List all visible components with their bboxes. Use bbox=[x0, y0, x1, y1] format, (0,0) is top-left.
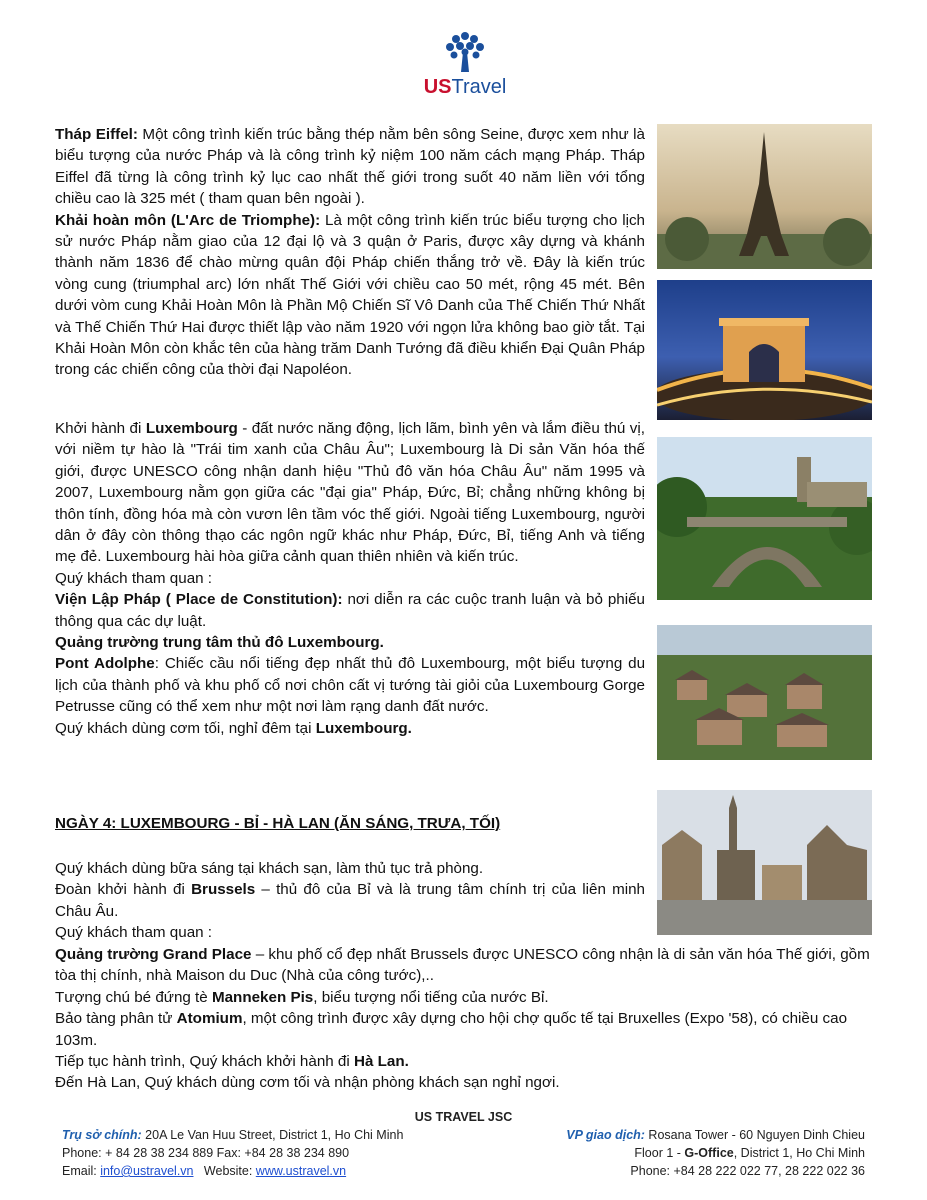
day4-heading-block bbox=[55, 813, 645, 834]
tree-logo-icon bbox=[442, 30, 488, 74]
paris-section bbox=[55, 124, 645, 381]
floor-text: , District 1, Ho Chi Minh bbox=[733, 1146, 865, 1160]
luxembourg-old-town-photo bbox=[657, 625, 872, 760]
day4-heading: NGÀY 4: LUXEMBOURG - BỈ - HÀ LAN (ĂN SÁNG, TRƯA, TỐI) bbox=[55, 815, 501, 832]
arc-text: Là một công trình kiến trúc biểu tượng cho lịch sử nước Pháp nằm giao của 12 đại lộ và 3 quận ở Paris, được xây dựng và khánh thành năm 1836 để chào mừng quân đội Pháp chiến thắng trở về. Đây là kiến trúc vòng cung (triumphal arc) lớn nhất Thế Giới với chiều cao 50 mét, rộng 45 mét. Bên dưới vòm cung Khải Hoàn Môn là Phần Mộ Chiến Sĩ Vô Danh của Thế Chiến Thứ Nhất và Thế Chiến Thứ Hai được thiết lập vào năm 1920 với ngọn lửa không bao giờ tắt. Tại Khải Hoàn Môn còn khắc tên của hàng trăm Danh Tướng đã điều khiển Đại Quân Pháp trong các chiến công của thời đại Napoléon. bbox=[55, 211, 645, 379]
continue-paragraph bbox=[55, 1051, 875, 1072]
day4-breakfast: Quý khách dùng bữa sáng tại khách sạn, làm thủ tục trả phòng. bbox=[55, 860, 484, 877]
manneken-paragraph bbox=[55, 987, 875, 1008]
eiffel-paragraph bbox=[55, 124, 645, 210]
constitution-paragraph bbox=[55, 589, 645, 632]
lux-intro-pre: Khởi hành đi bbox=[55, 420, 146, 437]
footer-head-office bbox=[62, 1126, 403, 1180]
day4-details bbox=[55, 944, 875, 1094]
constitution-text: nơi diễn ra các cuộc tranh luận và bỏ phiếu thông qua các dự luật. bbox=[55, 591, 645, 630]
floor-pre: Floor 1 - bbox=[634, 1146, 685, 1160]
vp-label: VP giao dịch: bbox=[566, 1128, 645, 1142]
eiffel-title: Tháp Eiffel: bbox=[55, 126, 138, 143]
arc-paragraph bbox=[55, 210, 645, 381]
day4-depart-text: – thủ đô của Bỉ và là trung tâm chính trị của liên minh Châu Âu. bbox=[55, 881, 645, 920]
footer-transaction-office bbox=[566, 1126, 865, 1180]
day4-depart bbox=[55, 879, 645, 922]
grand-place-text: – khu phố cổ đẹp nhất Brussels được UNESCO công nhận là di sản văn hóa Thế giới, gồm tòa thị chính, nhà Maison du Duc (Nhà của công tước),.. bbox=[55, 946, 870, 985]
lux-square-line bbox=[55, 632, 645, 653]
constitution-title: Viện Lập Pháp ( Place de Constitution): bbox=[55, 591, 343, 609]
day4-intro bbox=[55, 858, 645, 944]
eiffel-tower-photo bbox=[657, 124, 872, 269]
manneken-pre: Tượng chú bé đứng tè bbox=[55, 988, 212, 1006]
atomium-title: Atomium bbox=[176, 1010, 243, 1028]
hq-address: 20A Le Van Huu Street, District 1, Ho Chi Minh bbox=[141, 1128, 404, 1142]
luxembourg-section bbox=[55, 418, 645, 739]
lux-square-title: Quảng trường trung tâm thủ đô Luxembourg. bbox=[55, 634, 384, 652]
website-link[interactable]: www.ustravel.vn bbox=[255, 1164, 347, 1178]
footer-company: US TRAVEL JSC bbox=[414, 1110, 513, 1124]
email-link[interactable]: info@ustravel.vn bbox=[100, 1164, 194, 1178]
continue-pre: Tiếp tục hành trình, Quý khách khởi hành đi bbox=[55, 1053, 354, 1071]
lux-dinner-line bbox=[55, 718, 645, 739]
atomium-pre: Bảo tàng phân tử bbox=[55, 1010, 177, 1028]
arc-de-triomphe-photo bbox=[657, 280, 872, 420]
lux-intro-bold: Luxembourg bbox=[145, 420, 238, 437]
vp-phone: Phone: +84 28 222 022 77, 28 222 022 36 bbox=[630, 1164, 865, 1178]
arrive-paragraph: Đến Hà Lan, Quý khách dùng cơm tối và nhận phòng khách sạn nghỉ ngơi. bbox=[55, 1074, 560, 1092]
hq-label: Trụ sở chính: bbox=[62, 1128, 142, 1142]
lux-dinner-pre: Quý khách dùng cơm tối, nghỉ đêm tại bbox=[55, 719, 316, 737]
grand-place-title: Quảng trường Grand Place bbox=[55, 946, 252, 963]
vp-address: Rosana Tower - 60 Nguyen Dinh Chieu bbox=[644, 1128, 865, 1142]
atomium-paragraph bbox=[55, 1008, 875, 1051]
company-logo bbox=[415, 30, 515, 100]
manneken-title: Manneken Pis bbox=[211, 988, 314, 1006]
arc-title: Khải hoàn môn (L'Arc de Triomphe): bbox=[55, 211, 321, 229]
adolphe-paragraph bbox=[55, 653, 645, 717]
adolphe-text: : Chiếc cầu nổi tiếng đẹp nhất thủ đô Luxembourg, một biểu tượng du lịch của thành phố và khu phố cổ nơi chôn cất vị tướng tài giỏi của Luxembourg Gorge Petrusse cũng có thể xem như một nơi làm rạng danh đất nước. bbox=[55, 655, 646, 716]
eiffel-text: Một công trình kiến trúc bằng thép nằm bên sông Seine, được xem như là biểu tượng của nước Pháp và là công trình kỷ niệm 100 năm cách mạng Pháp. Tháp Eiffel đã từng là công trình kỷ lục cao nhất thế giới trong suốt 40 năm liền với tổng chiều cao là 325 mét ( tham quan bên ngoài ). bbox=[55, 126, 645, 208]
luxembourg-intro bbox=[55, 418, 645, 568]
lux-visit-line: Quý khách tham quan : bbox=[55, 569, 213, 587]
adolphe-title: Pont Adolphe bbox=[55, 655, 155, 673]
email-label: Email: bbox=[62, 1164, 101, 1178]
logo-brand-travel: Travel bbox=[451, 76, 507, 98]
day4-depart-bold: Brussels bbox=[191, 881, 256, 899]
website-label: Website: bbox=[193, 1164, 256, 1178]
manneken-text: , biểu tượng nổi tiếng của nước Bỉ. bbox=[313, 988, 549, 1006]
atomium-text: , một công trình được xây dựng cho hội chợ quốc tế tại Bruxelles (Expo '58), có chiều cao 103m. bbox=[55, 1010, 848, 1049]
grand-place-brussels-photo bbox=[657, 790, 872, 935]
hq-phone: Phone: + 84 28 38 234 889 Fax: +84 28 38 234 890 bbox=[62, 1146, 350, 1160]
floor-bold: G-Office bbox=[684, 1146, 734, 1160]
grand-place-paragraph bbox=[55, 944, 875, 987]
lux-dinner-bold: Luxembourg. bbox=[315, 719, 412, 737]
continue-bold: Hà Lan. bbox=[353, 1053, 409, 1071]
lux-intro-text: - đất nước năng động, lịch lãm, bình yên và lắm điều thú vị, với niềm tự hào là "Trái tim xanh của Châu Âu"; Luxembourg là Di sản Văn hóa thế giới, được UNESCO công nhận danh hiệu "Thủ đô văn hóa Châu Âu" năm 1995 và 2007, Luxembourg nằm gọn giữa các "đại gia" Pháp, Đức, Bỉ; chẳng những không bị thôn tính, đồng hóa mà còn vươn lên tầm vóc thế giới. Ngoài tiếng Luxembourg, người dân ở đây còn thông thạo các ngôn ngữ khác như Pháp, Đức, Bỉ, tiếng Anh và tiếng mẹ đẻ. Luxembourg hài hòa giữa cảnh quan thiên nhiên và kiến trúc. bbox=[55, 420, 645, 566]
day4-depart-pre: Đoàn khởi hành đi bbox=[55, 881, 192, 899]
luxembourg-bridge-photo bbox=[657, 437, 872, 600]
logo-brand-us: US bbox=[423, 76, 452, 98]
day4-visit: Quý khách tham quan : bbox=[55, 924, 213, 942]
